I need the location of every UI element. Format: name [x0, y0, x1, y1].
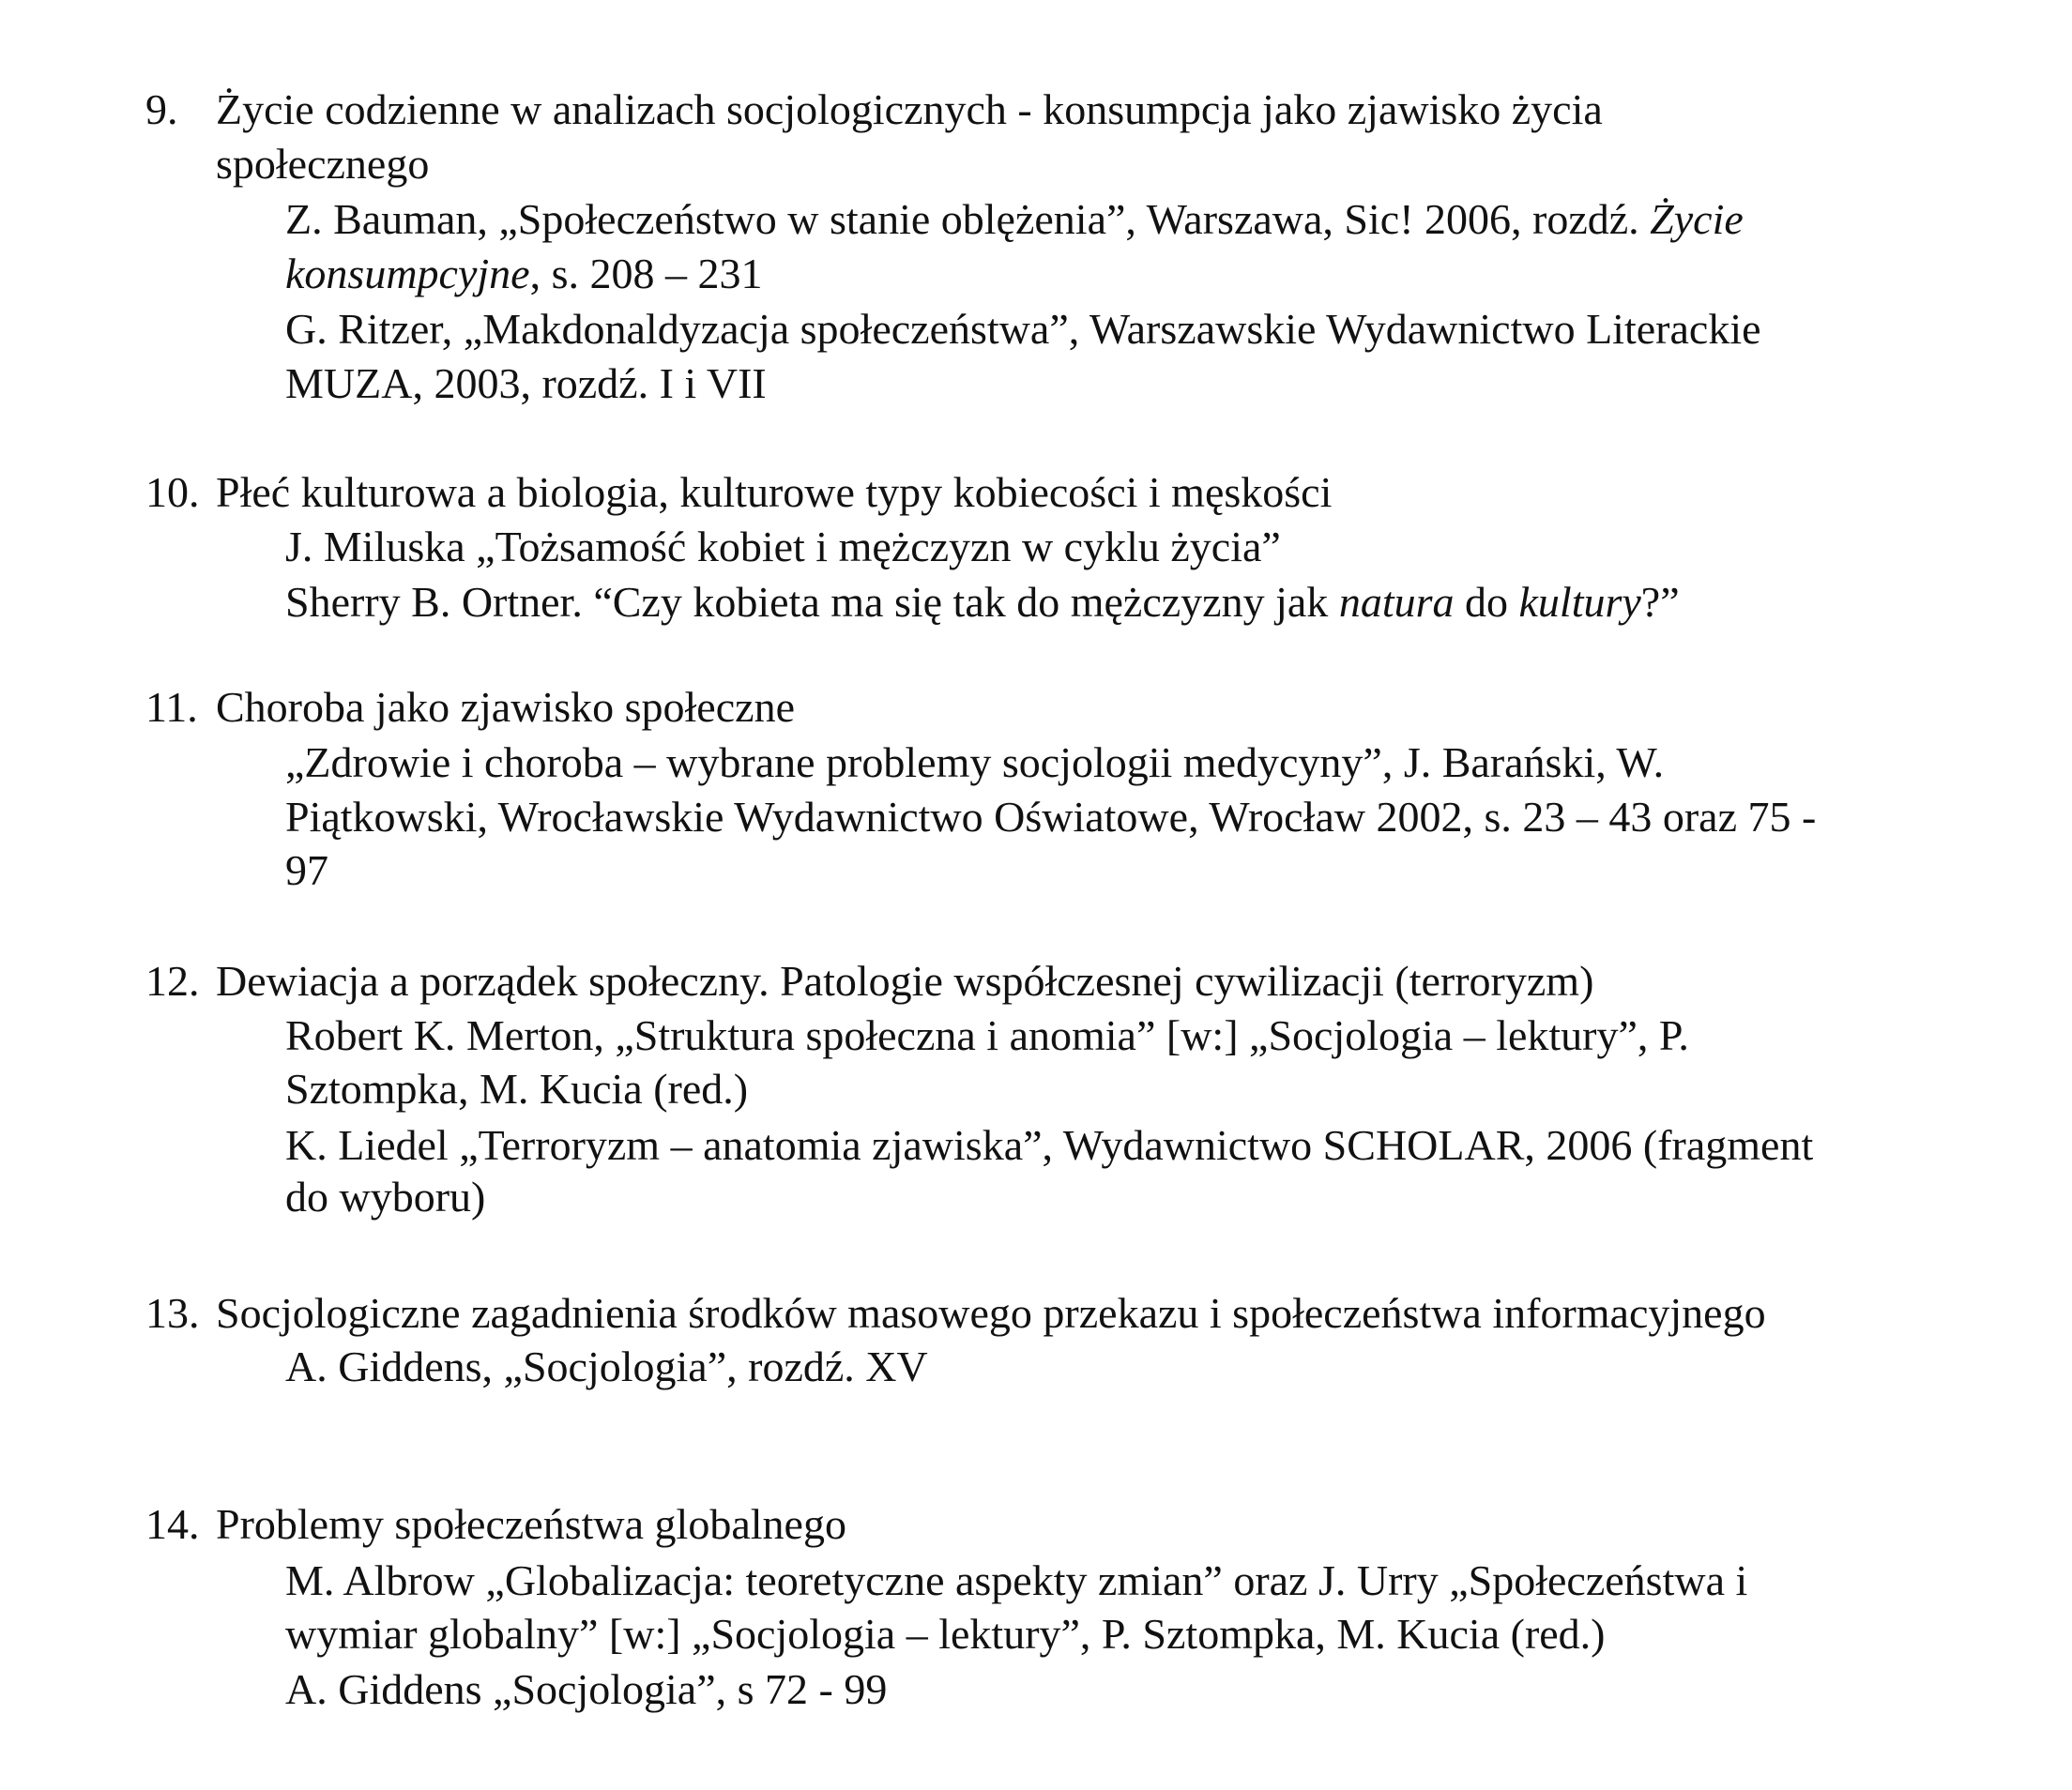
- item-number: 13.: [145, 1289, 200, 1337]
- reference: J. Miluska „Tożsamość kobiet i mężczyzn w cyklu życia”: [285, 523, 1281, 570]
- item-title: Płeć kulturowa a biologia, kulturowe typy kobiecości i męskości: [216, 468, 1333, 516]
- item-number: 12.: [145, 957, 200, 1005]
- reference-text: ?”: [1640, 578, 1680, 626]
- item-number: 10.: [145, 468, 200, 516]
- reference: „Zdrowie i choroba – wybrane problemy socjologii medycyny”, J. Barański, W.: [285, 738, 1665, 786]
- reference: [285, 247, 762, 301]
- reference: Piątkowski, Wrocławskie Wydawnictwo Oświatowe, Wrocław 2002, s. 23 – 43 oraz 75 -: [285, 793, 1817, 841]
- item-title: Życie codzienne w analizach socjologicznych - konsumpcja jako zjawisko życia: [216, 85, 1603, 133]
- reference-text: do: [1454, 578, 1519, 626]
- reference: G. Ritzer, „Makdonaldyzacja społeczeństwa”, Warszawskie Wydawnictwo Literackie: [285, 305, 1761, 353]
- reference: K. Liedel „Terroryzm – anatomia zjawiska”, Wydawnictwo SCHOLAR, 2006 (fragment: [285, 1121, 1814, 1169]
- reference: do wyboru): [285, 1173, 486, 1221]
- reference: [285, 192, 1744, 247]
- item-title: Dewiacja a porządek społeczny. Patologie współczesnej cywilizacji (terroryzm): [216, 957, 1594, 1005]
- reference: A. Giddens „Socjologia”, s 72 - 99: [285, 1665, 888, 1713]
- reference: [285, 575, 1680, 630]
- item-title: Socjologiczne zagadnienia środków masowego przekazu i społeczeństwa informacyjnego: [216, 1289, 1766, 1337]
- reference-italic: konsumpcyjne: [285, 250, 530, 297]
- item-number: 9.: [145, 85, 178, 133]
- reference-text: Sherry B. Ortner. “Czy kobieta ma się tak do mężczyzny jak: [285, 578, 1339, 626]
- item-title: Problemy społeczeństwa globalnego: [216, 1500, 846, 1548]
- reference-italic: natura: [1338, 578, 1455, 626]
- reference: A. Giddens, „Socjologia”, rozdź. XV: [285, 1342, 928, 1390]
- reference: wymiar globalny” [w:] „Socjologia – lektury”, P. Sztompka, M. Kucia (red.): [285, 1610, 1606, 1658]
- reference-text: Z. Bauman, „Społeczeństwo w stanie oblężenia”, Warszawa, Sic! 2006, rozdź.: [285, 195, 1651, 243]
- item-title: Choroba jako zjawisko społeczne: [216, 683, 795, 731]
- item-title: społecznego: [216, 140, 430, 188]
- reference-text: , s. 208 – 231: [529, 250, 763, 297]
- reference-italic: kultury: [1518, 578, 1641, 626]
- reference: 97: [285, 846, 328, 894]
- item-number: 14.: [145, 1500, 200, 1548]
- reference: M. Albrow „Globalizacja: teoretyczne aspekty zmian” oraz J. Urry „Społeczeństwa i: [285, 1556, 1748, 1604]
- item-number: 11.: [145, 683, 198, 731]
- reference: Robert K. Merton, „Struktura społeczna i anomia” [w:] „Socjologia – lektury”, P.: [285, 1011, 1689, 1059]
- reference-italic: Życie: [1650, 195, 1744, 243]
- reference: MUZA, 2003, rozdź. I i VII: [285, 359, 767, 407]
- reference: Sztompka, M. Kucia (red.): [285, 1065, 749, 1113]
